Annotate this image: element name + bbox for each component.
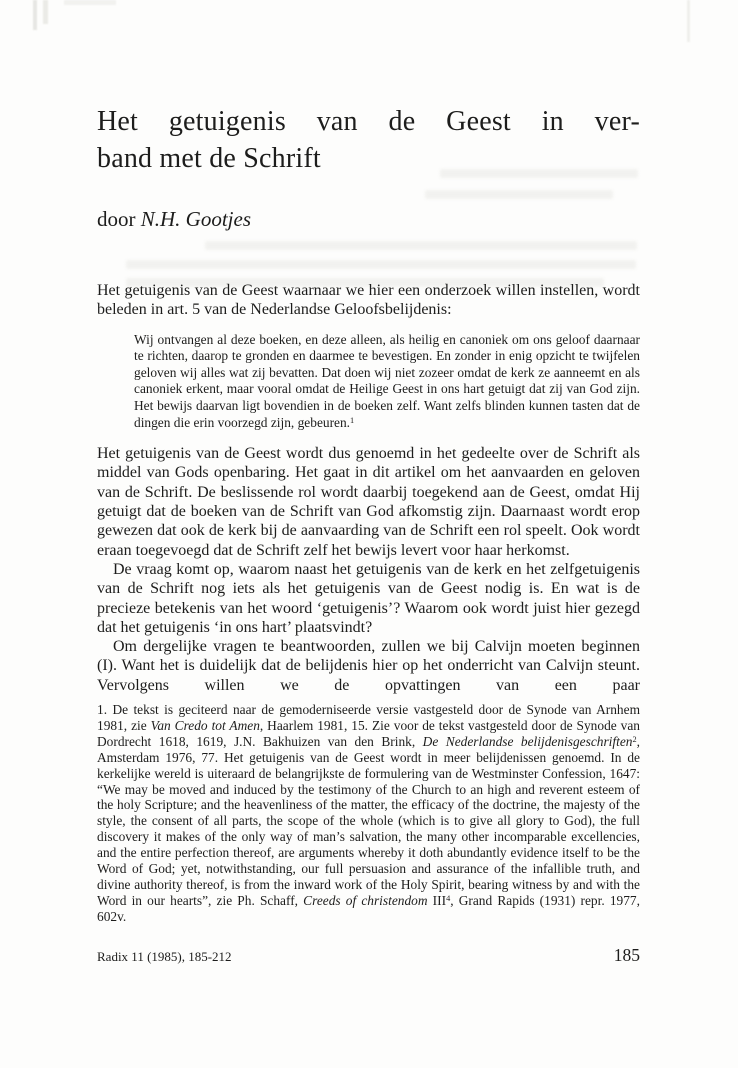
- article-title-line-1: Het getuigenis van de Geest in ver-: [97, 106, 640, 137]
- byline: [97, 206, 640, 233]
- page-number: 185: [613, 945, 640, 965]
- byline-prefix: door: [97, 207, 141, 231]
- article-title: [97, 103, 640, 177]
- article-title-line-2: band met de Schrift: [97, 143, 321, 174]
- author-name: N.H. Gootjes: [140, 207, 251, 231]
- body-paragraph-3: Om dergelijke vragen te beantwoorden, zullen we bij Calvijn moeten beginnen (I). Want het is duidelijk dat de belijdenis hier op het onderricht van Calvijn steunt. Vervolgens willen we de opvattingen van een paar: [97, 638, 640, 694]
- journal-citation: Radix 11 (1985), 185-212: [97, 949, 232, 964]
- scan-artifact-top-left: [33, 0, 37, 30]
- intro-paragraph: Het getuigenis van de Geest waarnaar we hier een onderzoek willen instellen, wordt beleden in art. 5 van de Nederlandse Geloofsbelijdenis:: [97, 282, 640, 319]
- footnote-1: 1. De tekst is geciteerd naar de gemoderniseerde versie vastgesteld door de Synode van Arnhem 1981, zie Van Credo tot Amen, Haarlem 1981, 15. Zie voor de tekst vastgesteld door de Synode van Dordrecht 1618, 1619, J.N. Bakhuizen van den Brink, De Nederlandse belijdenisgeschriften$^2$, Amsterdam 1976, 77. Het getuigenis van de Geest wordt in meer belijdenissen genoemd. In de kerkelijke wereld is uiteraard de belangrijkste de formulering van de Westminster Confession, 1647: “We may be moved and induced by the testimony of the Church to an high and reverent esteem of the holy Scripture; and the heavenliness of the matter, the efficacy of the doctrine, the majesty of the style, the consent of all parts, the scope of the whole (which is to give all glory to God), the full discovery it makes of the only way of man’s salvation, the many other incomparable excellencies, and the entire perfection thereof, are arguments whereby it doth abundantly evidence itself to be the Word of God; yet, notwithstanding, our full persuasion and assurance of the infallible truth, and divine authority thereof, is from the inward work of the Holy Spirit, bearing witness by and with the Word in our hearts”, zie Ph. Schaff, Creeds of christendom III$^4$, Grand Rapids (1931) repr. 1977, 602v.: [97, 702, 640, 924]
- scan-artifact-top-right: [687, 0, 690, 42]
- body-paragraph-2: De vraag komt op, waarom naast het getuigenis van de kerk en het zelfgetuigenis van de Schrift nog iets als het getuigenis van de Geest nodig is. En wat is de precieze betekenis van het woord ‘getuigenis’? Waarom ook wordt juist hier gezegd dat het getuigenis ‘in ons hart’ plaatsvindt?: [97, 560, 640, 636]
- page-footer: [97, 945, 640, 966]
- body-paragraph-1: Het getuigenis van de Geest wordt dus genoemd in het gedeelte over de Schrift als middel van Gods openbaring. Het gaat in dit artikel om het aanvaarden en geloven van de Schrift. De beslissende rol wordt daarbij toegekend aan de Geest, omdat Hij getuigt dat de boeken van de Schrift van God afkomstig zijn. Daarnaast wordt erop gewezen dat ook de kerk bij de aanvaarding van de Schrift een rol speelt. Ook wordt eraan toegevoegd dat de Schrift zelf het bewijs levert voor haar herkomst.: [97, 445, 640, 559]
- scan-artifact-top-left-2: [43, 0, 48, 24]
- confession-quote: [134, 332, 640, 432]
- confession-quote-text: Wij ontvangen al deze boeken, en deze alleen, als heilig en canoniek om ons geloof daarnaar te richten, daarop te gronden en daarmee te bevestigen. En zonder in enig opzicht te twijfelen geloven wij alles wat zij bevatten. Dat doen wij niet zozeer omdat de kerk ze aanneemt en als canoniek erkent, maar vooral omdat de Heilige Geest in ons hart getuigt dat zij van God zijn. Het bewijs daarvan ligt bovendien in de boeken zelf. Want zelfs blinden kunnen tasten dat de dingen die erin voorzegd zijn, gebeuren.: [134, 331, 640, 430]
- footnote-reference-1: 1: [350, 415, 355, 425]
- page-content: [97, 0, 640, 925]
